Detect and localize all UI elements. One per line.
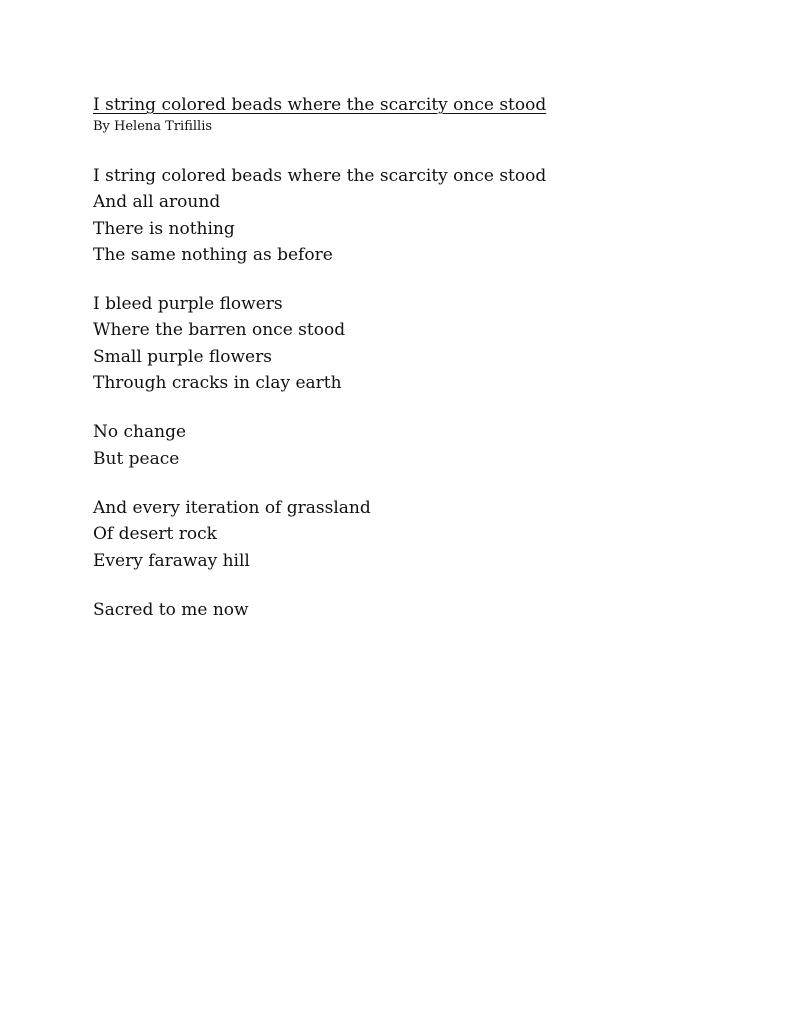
poem-line: But peace	[93, 448, 180, 469]
author-byline: By Helena Trifillis	[93, 119, 213, 134]
poem-line: The same nothing as before	[93, 244, 333, 265]
poem-line: There is nothing	[93, 218, 235, 239]
stanza	[93, 495, 733, 574]
poem-line: Where the barren once stood	[93, 320, 346, 341]
document-page	[93, 94, 733, 646]
poem-line: I string colored beads where the scarcity once stood	[93, 166, 547, 186]
poem-line: Every faraway hill	[93, 550, 250, 571]
poem-line: And every iteration of grassland	[93, 497, 371, 518]
poem-line: And all around	[93, 192, 221, 213]
poem-line: Sacred to me now	[93, 599, 249, 620]
stanza	[93, 597, 733, 623]
stanza	[93, 163, 733, 268]
stanza	[93, 291, 733, 396]
poem-title: I string colored beads where the scarcity once stood	[93, 95, 547, 115]
stanza	[93, 419, 733, 472]
poem-line: I bleed purple flowers	[93, 294, 283, 315]
poem-line: No change	[93, 422, 187, 443]
poem-line: Of desert rock	[93, 524, 217, 545]
poem-line: Small purple flowers	[93, 346, 272, 367]
poem-line: Through cracks in clay earth	[93, 373, 342, 394]
poem-body	[93, 163, 733, 623]
